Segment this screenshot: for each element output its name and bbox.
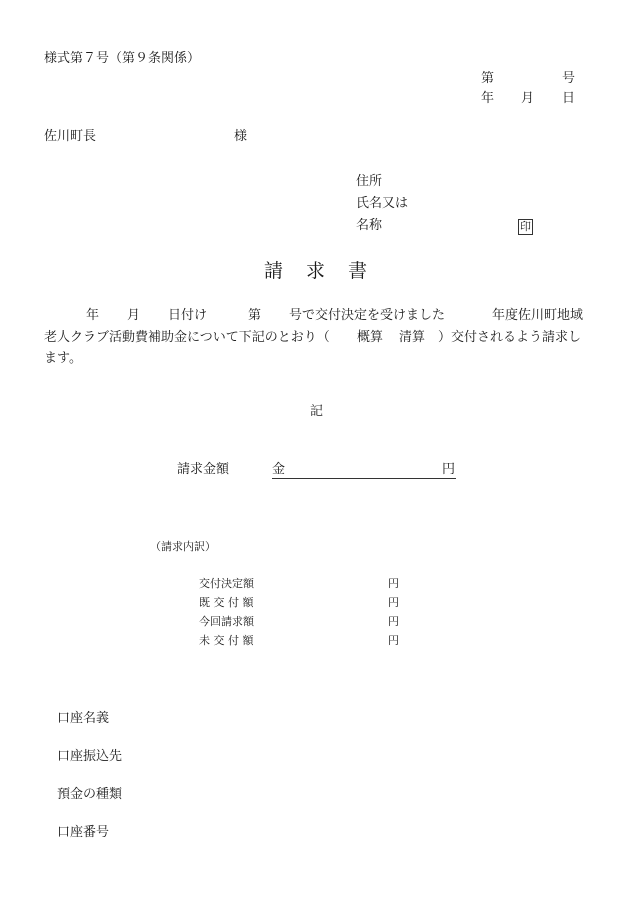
amount-yen: 円 (442, 462, 456, 477)
breakdown-label-2: 既 交 付 額 (199, 596, 254, 609)
breakdown-label-4: 未 交 付 額 (199, 634, 254, 647)
applicant-name-label-1: 氏名又は (356, 196, 409, 211)
bank-account-holder: 口座名義 (57, 711, 110, 726)
addressee-honorific: 様 (234, 129, 248, 144)
breakdown-unit-3: 円 (388, 615, 399, 628)
body-nendo: 年度佐川町地域 (492, 308, 584, 323)
header-nen: 年 (481, 91, 495, 106)
breakdown-unit-4: 円 (388, 634, 399, 647)
seal-text: 印 (520, 220, 531, 233)
applicant-name-label-2: 名称 (356, 218, 383, 233)
body-line1-text: 号で交付決定を受けました (289, 308, 446, 323)
document-title: 請 求 書 (264, 260, 370, 282)
body-seisan: 清算 (399, 330, 426, 345)
header-dai: 第 (481, 71, 495, 86)
breakdown-label-3: 今回請求額 (199, 615, 254, 628)
body-gaisan: 概算 (357, 330, 384, 345)
amount-kin: 金 (272, 462, 286, 477)
body-nen: 年 (86, 308, 100, 323)
addressee-name: 佐川町長 (44, 129, 97, 144)
header-hi: 日 (562, 91, 576, 106)
form-number: 様式第７号（第９条関係） (44, 51, 201, 66)
bank-deposit-type: 預金の種類 (57, 787, 123, 802)
breakdown-label-1: 交付決定額 (199, 577, 254, 590)
body-dai: 第 (248, 308, 262, 323)
breakdown-unit-1: 円 (388, 577, 399, 590)
breakdown-unit-2: 円 (388, 596, 399, 609)
body-line2-text2: ）交付されるよう請求し (438, 330, 582, 345)
applicant-address-label: 住所 (356, 174, 383, 189)
header-tsuki: 月 (521, 91, 535, 106)
seal-mark (518, 217, 533, 235)
body-tsuki: 月 (127, 308, 141, 323)
bank-account-number: 口座番号 (57, 825, 110, 840)
header-go: 号 (562, 71, 576, 86)
body-hidzuke: 日付け (168, 308, 208, 323)
body-line3: ます。 (44, 351, 82, 366)
bank-name: 口座振込先 (57, 749, 123, 764)
body-line2-text1: 老人クラブ活動費補助金について下記のとおり（ (44, 330, 330, 345)
amount-underline (272, 478, 456, 479)
breakdown-heading: （請求内訳） (150, 540, 216, 553)
amount-label: 請求金額 (177, 462, 230, 477)
ki-marker: 記 (310, 404, 324, 419)
